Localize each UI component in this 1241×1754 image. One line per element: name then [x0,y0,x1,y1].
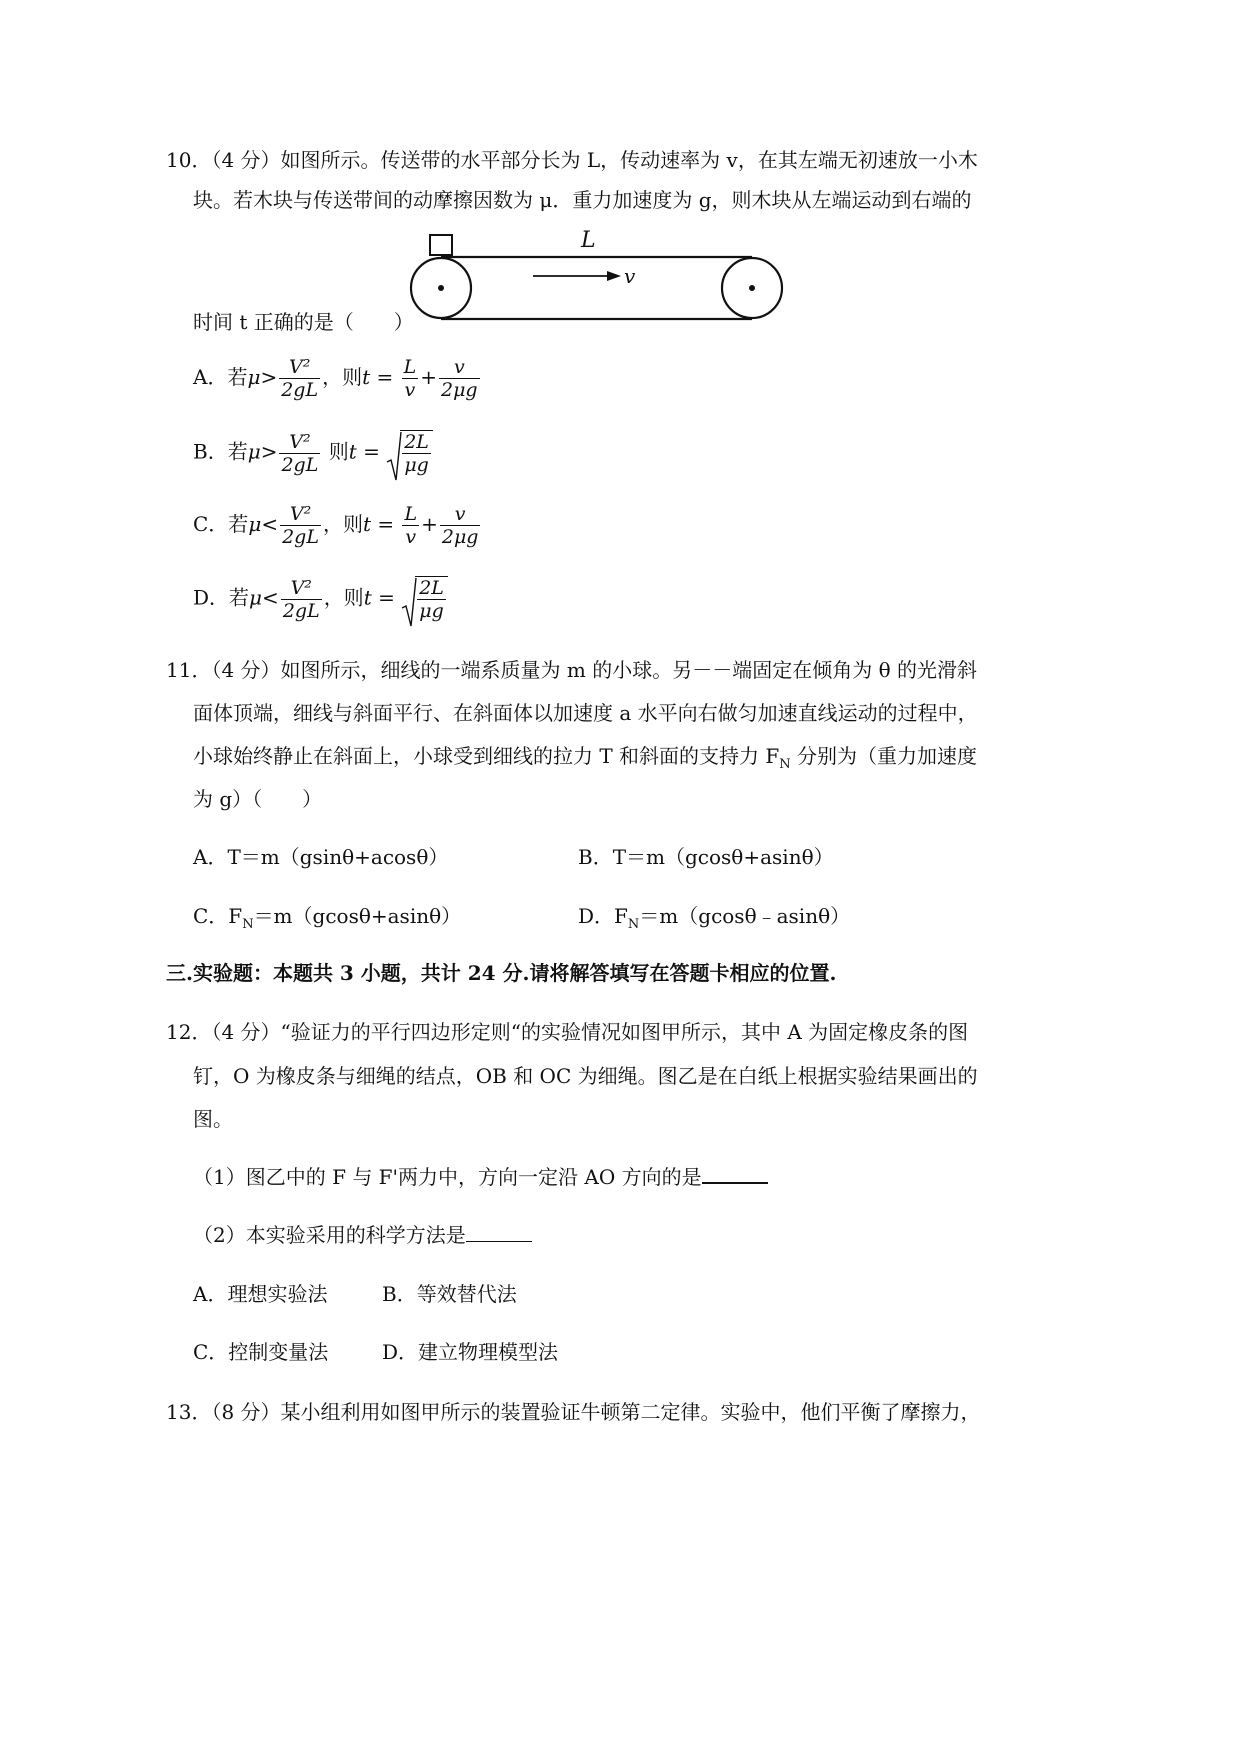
square-root: $\frac{2L}{\mu g}$ [386,430,433,476]
section-3-heading: 三.实验题：本题共 3 小题，共计 24 分.请将解答填写在答题卡相应的位置. [166,961,837,985]
answer-blank-1[interactable] [702,1164,768,1184]
option-prefix: C．若 [193,512,249,536]
fraction-L-over-v: $\frac{L}{v}$ [404,503,418,548]
length-label: L [581,228,596,253]
mu-symbol: μ [248,512,262,536]
left-pulley-axle [438,285,444,291]
relation: < [261,512,279,536]
q11-line-4: 为 g）（ ） [193,787,323,811]
right-pulley-axle [749,285,755,291]
q12-option-a[interactable]: A．理想实验法 [193,1282,328,1306]
q12-subquestion-1: （1）图乙中的 F 与 F'两力中，方向一定沿 AO 方向的是 [193,1163,768,1191]
option-prefix: A．若 [193,365,248,389]
t-equals: t = [362,365,394,389]
plus-sign: + [421,512,438,536]
plus-sign: + [420,365,437,389]
q10-option-b[interactable] [193,430,433,476]
square-root: $\frac{2L}{\mu g}$ [401,576,448,622]
q10-line-2: 块。若木块与传送带间的动摩擦因数为 μ．重力加速度为 g，则木块从左端运动到右端的 [193,188,972,212]
then-text: 则 [322,439,349,464]
then-text: ，则 [322,365,363,389]
fraction-v-over-2mug: $\frac{v}{2\mu g}$ [441,503,479,548]
relation: < [262,585,279,610]
q10-line-3: 时间 t 正确的是（ ） [193,310,414,334]
option-prefix: D．若 [193,585,250,610]
q11-line-1: 11．（4 分）如图所示，细线的一端系质量为 m 的小球。另－－端固定在倾角为 θ 的光滑斜 [166,658,977,682]
condition-fraction: $\frac{\text{V²}}{2gL}$ [281,430,319,476]
condition-fraction: $\frac{\text{V²}}{2gL}$ [281,356,319,401]
mu-symbol: μ [247,439,261,464]
q10-option-a[interactable] [193,356,482,401]
velocity-label: v [624,264,636,288]
q11-line-3: 小球始终静止在斜面上，小球受到细线的拉力 T 和斜面的支持力 $F_N$ 分别为（重力加速度 [193,744,978,772]
q11-option-b[interactable]: B．T＝m（gcosθ+asinθ） [578,845,834,869]
fraction-L-over-v: $\frac{L}{v}$ [403,356,417,401]
q13-line-1: 13．（8 分）某小组利用如图甲所示的装置验证牛顿第二定律。实验中，他们平衡了摩擦力， [166,1400,981,1424]
q12-subquestion-2: （2）本实验采用的科学方法是 [193,1221,532,1249]
q12-option-b[interactable]: B．等效替代法 [382,1282,517,1306]
q11-line-2: 面体顶端，细线与斜面平行、在斜面体以加速度 a 水平向右做匀加速直线运动的过程中， [193,701,978,725]
conveyor-belt-figure [405,225,790,328]
then-text: ，则 [322,512,363,536]
answer-blank-2[interactable] [466,1223,532,1242]
t-equals: t = [362,512,395,536]
mu-symbol: μ [247,365,261,389]
wooden-block [430,235,452,255]
q11-option-d[interactable]: D．$F_N=m(gcos\theta﹣asin\theta)$ [578,904,851,932]
q11-option-a[interactable]: A．T＝m（gsinθ+acosθ） [193,845,449,869]
q12-line-2: 钉，O 为橡皮条与细绳的结点，OB 和 OC 为细绳。图乙是在白纸上根据实验结果画出的 [193,1064,978,1088]
fraction-v-over-2mug: $\frac{v}{2\mu g}$ [441,356,478,401]
condition-fraction: $\frac{\text{V²}}{2gL}$ [282,576,320,622]
q11-option-c[interactable]: C．$F_N=m(gcos\theta+asin\theta)$ [193,904,462,932]
velocity-arrow-head [607,271,621,281]
q10-line-1: 10．（4 分）如图所示。传送带的水平部分长为 L，传动速率为 v，在其左端无初速放一小木 [166,148,978,172]
t-equals: t = [363,585,395,610]
relation: > [260,439,278,464]
mu-symbol: μ [249,585,263,610]
q10-option-c[interactable] [193,503,482,548]
option-prefix: B．若 [193,439,248,464]
q12-line-1: 12．（4 分）“验证力的平行四边形定则“的实验情况如图甲所示，其中 A 为固定橡皮条的图 [166,1020,969,1044]
q12-option-d[interactable]: D．建立物理模型法 [382,1340,559,1364]
q12-option-c[interactable]: C．控制变量法 [193,1340,329,1364]
condition-fraction: $\frac{\text{V²}}{2gL}$ [282,503,319,548]
q12-line-3: 图。 [193,1107,233,1131]
then-text: ，则 [323,585,364,610]
relation: > [260,365,278,389]
t-equals: t = [348,439,380,464]
q10-option-d[interactable] [193,576,448,622]
